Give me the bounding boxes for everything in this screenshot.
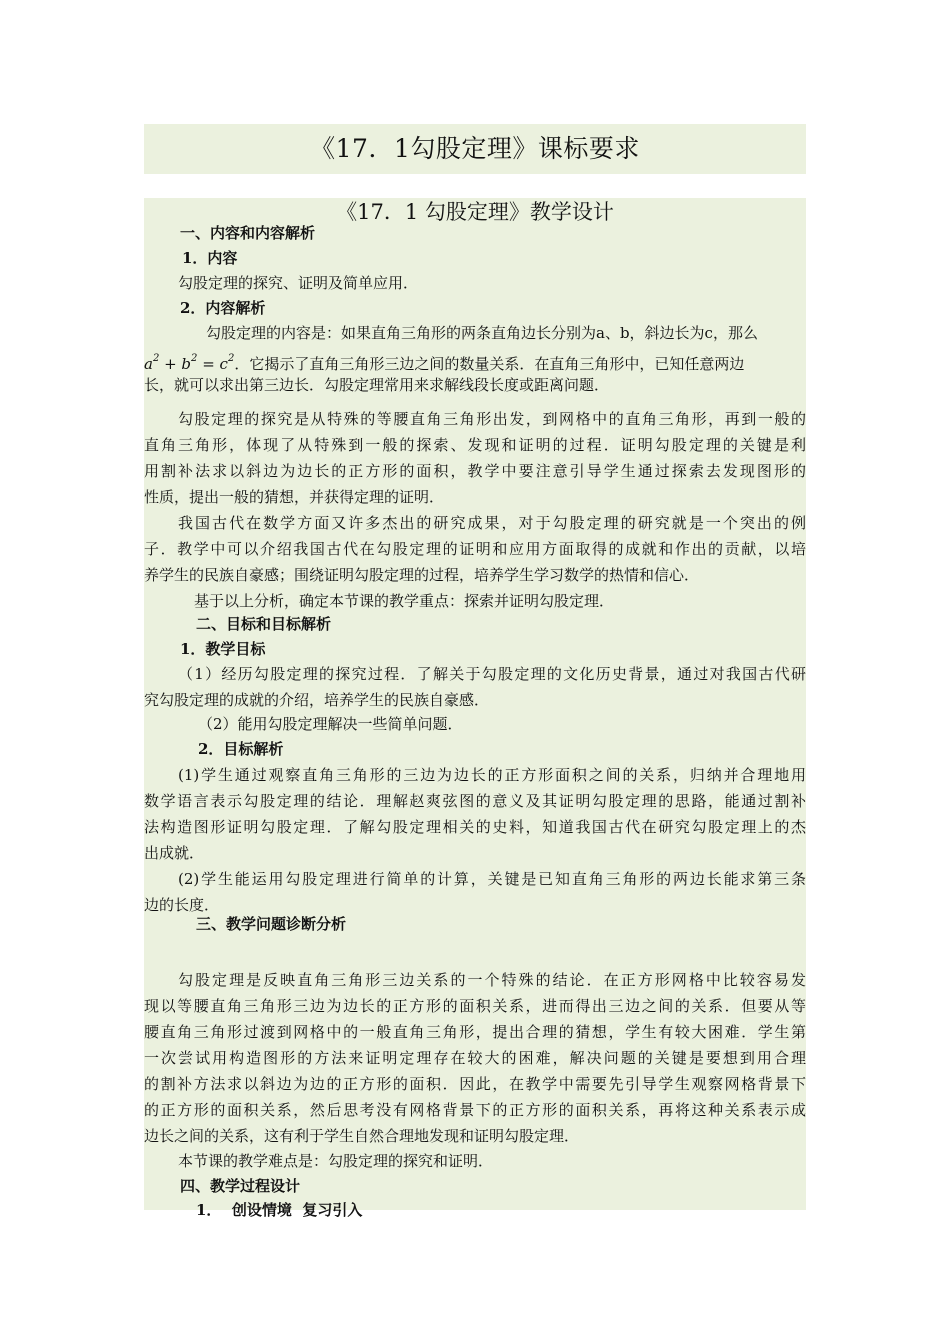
paragraph-line: 的割补方法求以斜边为边的正方形的面积．因此，在教学中需要先引导学生观察网格背景下 <box>144 1075 806 1093</box>
paragraph-line: 直角三角形，体现了从特殊到一般的探索、发现和证明的过程．证明勾股定理的关键是利 <box>144 436 806 454</box>
paragraph-line: 出成就． <box>144 844 205 862</box>
section-heading-3: 三、教学问题诊断分析 <box>196 915 347 933</box>
content-text: 勾股定理的探究、证明及简单应用． <box>178 274 419 292</box>
subheading-content: 1．内容 <box>182 249 238 267</box>
lesson-plan-body <box>144 198 806 1219</box>
paragraph-line: 我国古代在数学方面又许多杰出的研究成果，对于勾股定理的研究就是一个突出的例 <box>178 514 806 532</box>
paragraph-line: 用割补法求以斜边为边长的正方形的面积，教学中要注意引导学生通过探索去发现图形的 <box>144 462 806 480</box>
subheading-goal-analysis: 2．目标解析 <box>198 740 284 758</box>
lesson-plan-title: 《17．1 勾股定理》教学设计 <box>336 200 614 224</box>
document-title: 《17．1勾股定理》课标要求 <box>310 134 640 163</box>
section-heading-2: 二、目标和目标解析 <box>196 615 332 633</box>
paragraph-line: （2）能用勾股定理解决一些简单问题． <box>198 715 463 733</box>
paragraph-line: ．它揭示了直角三角形三边之间的数量关系．在直角三角形中，已知任意两边 <box>234 355 745 373</box>
paragraph-line: (2)学生能运用勾股定理进行简单的计算，关键是已知直角三角形的两边长能求第三条 <box>178 870 806 888</box>
paragraph-line: 养学生的民族自豪感；围绕证明勾股定理的过程，培养学生学习数学的热情和信心． <box>144 566 700 584</box>
paragraph-line: 究勾股定理的成就的介绍，培养学生的民族自豪感． <box>144 691 490 709</box>
paragraph-line: 勾股定理的探究是从特殊的等腰直角三角形出发，到网格中的直角三角形，再到一般的 <box>178 410 806 428</box>
paragraph-line: 勾股定理的内容是：如果直角三角形的两条直角边长分别为a、b，斜边长为c，那么 <box>206 324 758 342</box>
paragraph-line: 现以等腰直角三角形三边为边长的正方形的面积关系，进而得出三边之间的关系．但要从等 <box>144 997 806 1015</box>
paragraph-line: 基于以上分析，确定本节课的教学重点：探索并证明勾股定理． <box>194 592 615 610</box>
paragraph-line: 勾股定理是反映直角三角形三边关系的一个特殊的结论．在正方形网格中比较容易发 <box>178 971 806 989</box>
paragraph-line: 子．教学中可以介绍我国古代在勾股定理的证明和应用方面取得的成就和作出的贡献，以培 <box>144 540 806 558</box>
paragraph-line: 性质，提出一般的猜想，并获得定理的证明． <box>144 488 445 506</box>
paragraph-line: 边的长度． <box>144 896 220 914</box>
paragraph-line: 一次尝试用构造图形的方法来证明定理存在较大的困难，解决问题的关键是要想到用合理 <box>144 1049 806 1067</box>
subheading-content-analysis: 2．内容解析 <box>180 299 266 317</box>
subheading-teaching-goals: 1．教学目标 <box>180 640 266 658</box>
section-heading-4: 四、教学过程设计 <box>180 1177 301 1195</box>
paragraph-line: 边长之间的关系，这有利于学生自然合理地发现和证明勾股定理． <box>144 1127 580 1145</box>
paragraph-line: (1)学生通过观察直角三角形的三边为边长的正方形面积之间的关系，归纳并合理地用 <box>178 766 806 784</box>
paragraph-line: 长，就可以求出第三边长．勾股定理常用来求解线段长度或距离问题． <box>144 376 610 394</box>
paragraph-line: （1）经历勾股定理的探究过程．了解关于勾股定理的文化历史背景，通过对我国古代研 <box>178 665 806 683</box>
paragraph-line: 腰直角三角形过渡到网格中的一般直角三角形，提出合理的猜想，学生有较大困难．学生第 <box>144 1023 806 1041</box>
section-heading-1: 一、内容和内容解析 <box>180 224 316 242</box>
pythagorean-formula: $a^2 + b^2 = c^2$ <box>144 353 235 373</box>
paragraph-line: 数学语言表示勾股定理的结论．理解赵爽弦图的意义及其证明勾股定理的思路，能通过割补 <box>144 792 806 810</box>
paragraph-line: 本节课的教学难点是：勾股定理的探究和证明． <box>178 1152 494 1170</box>
paragraph-line: 的正方形的面积关系，然后思考没有网格背景下的正方形的面积关系，再将这种关系表示成 <box>144 1101 806 1119</box>
subheading-create-situation: 1． 创设情境 复习引入 <box>196 1201 363 1219</box>
title-banner <box>144 124 806 174</box>
paragraph-line: 法构造图形证明勾股定理．了解勾股定理相关的史料，知道我国古代在研究勾股定理上的杰 <box>144 818 806 836</box>
